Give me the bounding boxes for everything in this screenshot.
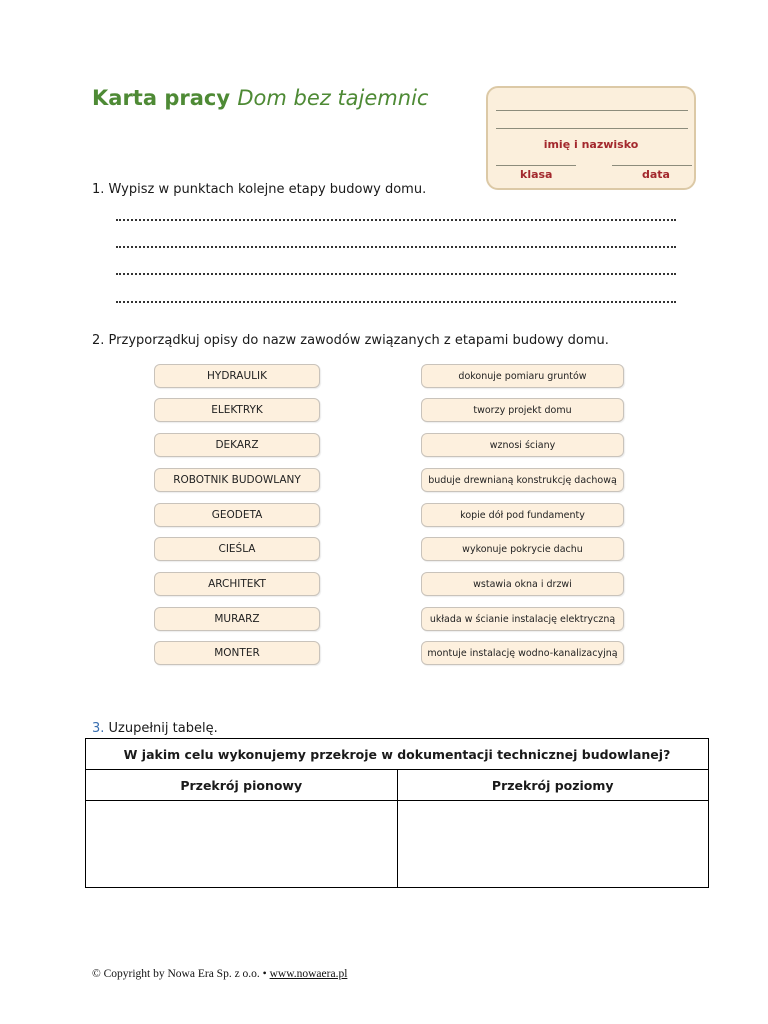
task3-prompt — [92, 721, 218, 736]
task1-prompt: 1. Wypisz w punktach kolejne etapy budowy domu. — [92, 182, 427, 197]
description-card[interactable]: dokonuje pomiaru gruntów — [421, 364, 624, 388]
task3-text: Uzupełnij tabelę. — [104, 721, 218, 736]
name-label: imię i nazwisko — [543, 138, 639, 151]
name-line-2[interactable] — [496, 128, 688, 129]
name-line-1[interactable] — [496, 110, 688, 111]
profession-card[interactable]: GEODETA — [154, 503, 320, 527]
footer-copyright: © Copyright by Nowa Era Sp. z o.o. • — [92, 968, 270, 980]
profession-card[interactable]: ROBOTNIK BUDOWLANY — [154, 468, 320, 492]
date-line[interactable] — [612, 165, 692, 166]
profession-card[interactable]: ARCHITEKT — [154, 572, 320, 596]
description-card[interactable]: tworzy projekt domu — [421, 398, 624, 422]
column-horizontal-section: Przekrój poziomy — [397, 770, 709, 801]
date-label: data — [642, 168, 670, 181]
sections-table — [85, 738, 709, 888]
profession-card[interactable]: HYDRAULIK — [154, 364, 320, 388]
description-card[interactable]: buduje drewnianą konstrukcję dachową — [421, 468, 624, 492]
profession-card[interactable]: CIEŚLA — [154, 537, 320, 561]
profession-card[interactable]: MURARZ — [154, 607, 320, 631]
answer-line-2[interactable] — [116, 234, 676, 248]
answer-line-1[interactable] — [116, 207, 676, 221]
column-vertical-section: Przekrój pionowy — [86, 770, 398, 801]
footer-link[interactable]: www.nowaera.pl — [269, 968, 348, 980]
page-title — [92, 86, 428, 110]
description-card[interactable]: układa w ścianie instalację elektryczną — [421, 607, 624, 631]
table-question: W jakim celu wykonujemy przekroje w dokumentacji technicznej budowlanej? — [86, 739, 709, 770]
description-card[interactable]: wykonuje pokrycie dachu — [421, 537, 624, 561]
answer-cell-vertical[interactable] — [86, 801, 398, 888]
profession-card[interactable]: ELEKTRYK — [154, 398, 320, 422]
description-card[interactable]: wstawia okna i drzwi — [421, 572, 624, 596]
task2-prompt: 2. Przyporządkuj opisy do nazw zawodów związanych z etapami budowy domu. — [92, 333, 609, 348]
title-italic: Dom bez tajemnic — [237, 86, 429, 110]
footer — [92, 968, 347, 980]
description-card[interactable]: kopie dół pod fundamenty — [421, 503, 624, 527]
class-line[interactable] — [496, 165, 576, 166]
answer-line-4[interactable] — [116, 289, 676, 303]
class-label: klasa — [520, 168, 553, 181]
task3-number: 3. — [92, 721, 105, 736]
profession-card[interactable]: DEKARZ — [154, 433, 320, 457]
answer-line-3[interactable] — [116, 261, 676, 275]
profession-card[interactable]: MONTER — [154, 641, 320, 665]
title-bold: Karta pracy — [92, 86, 231, 110]
student-id-box — [486, 86, 696, 190]
description-card[interactable]: montuje instalację wodno-kanalizacyjną — [421, 641, 624, 665]
description-card[interactable]: wznosi ściany — [421, 433, 624, 457]
answer-cell-horizontal[interactable] — [397, 801, 709, 888]
